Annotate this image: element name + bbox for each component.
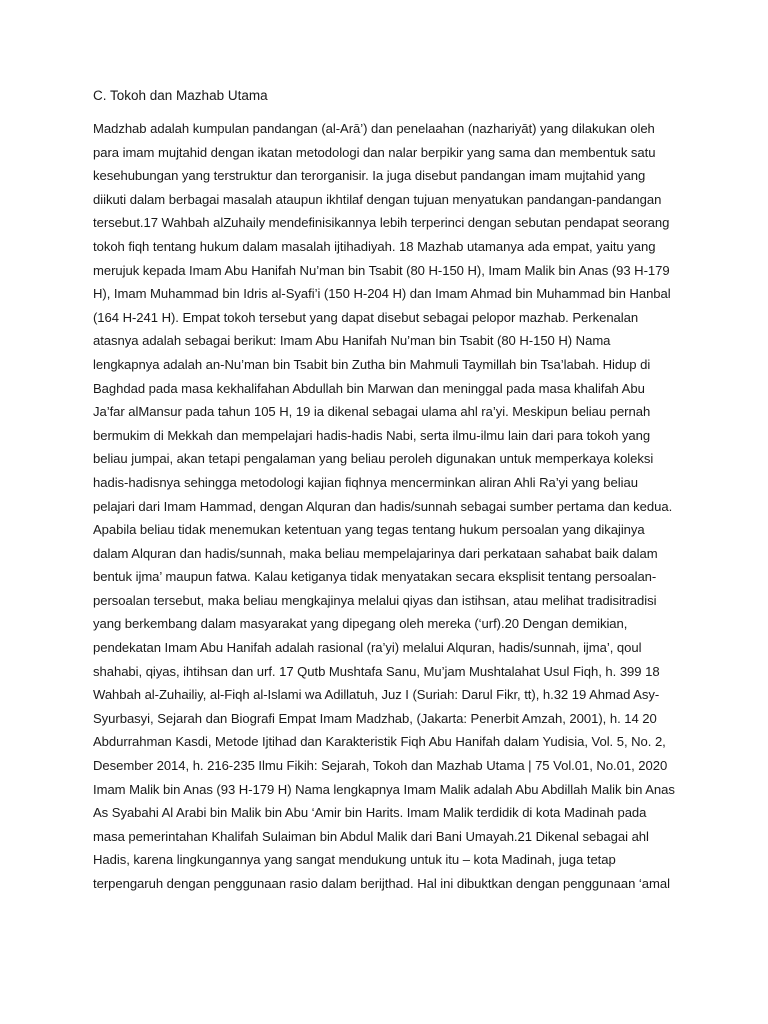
text-line: hadis-hadisnya sehingga metodologi kajian fiqhnya mencerminkan aliran Ahli Ra’yi yang beliau: [93, 474, 638, 490]
text-line: pendekatan Imam Abu Hanifah adalah rasional (ra’yi) melalui Alquran, hadis/sunnah, ijma’, qoul: [93, 640, 642, 656]
text-line: persoalan tersebut, maka beliau mengkajinya melalui qiyas dan istihsan, atau melihat tradisitradisi: [93, 592, 657, 608]
text-line: atasnya adalah sebagai berikut: Imam Abu Hanifah Nu’man bin Tsabit (80 H-150 H) Nama: [93, 333, 611, 349]
text-line: (164 H-241 H). Empat tokoh tersebut yang dapat disebut sebagai pelopor mazhab. Perkenalan: [93, 309, 639, 325]
text-line: bentuk ijma’ maupun fatwa. Kalau ketiganya tidak menyatakan secara eksplisit tentang persoalan-: [93, 569, 657, 585]
text-line: Baghdad pada masa kekhalifahan Abdullah bin Marwan dan meninggal pada masa khalifah Abu: [93, 380, 645, 396]
text-line: kesehubungan yang terstruktur dan terorganisir. Ia juga disebut pandangan imam mujtahid yang: [93, 168, 646, 184]
text-line: As Syabahi Al Arabi bin Malik bin Abu ‘Amir bin Harits. Imam Malik terdidik di kota Madinah pada: [93, 805, 647, 821]
text-line: Hadis, karena lingkungannya yang sangat mendukung untuk itu – kota Madinah, juga tetap: [93, 852, 616, 868]
text-line: tersebut.17 Wahbah alZuhaily mendefinisikannya lebih terperinci dengan sebutan pendapat seorang: [93, 215, 670, 231]
text-line: Syurbasyi, Sejarah dan Biografi Empat Imam Madzhab, (Jakarta: Penerbit Amzah, 2001), h. 14 20: [93, 710, 657, 726]
text-line: dalam Alquran dan hadis/sunnah, maka beliau mempelajarinya dari perkataan sahabat baik dalam: [93, 545, 658, 561]
text-line: merujuk kepada Imam Abu Hanifah Nu’man bin Tsabit (80 H-150 H), Imam Malik bin Anas (93 H-179: [93, 262, 670, 278]
text-line: diikuti dalam berbagai masalah ataupun ikhtilaf dengan tujuan menyatukan pandangan-pandangan: [93, 191, 662, 207]
text-line: Ja’far alMansur pada tahun 105 H, 19 ia dikenal sebagai ulama ahl ra’yi. Meskipun beliau pernah: [93, 404, 651, 420]
text-line: Imam Malik bin Anas (93 H-179 H) Nama lengkapnya Imam Malik adalah Abu Abdillah Malik bin Anas: [93, 781, 675, 797]
body-paragraph: [93, 117, 693, 896]
text-line: shahabi, qiyas, ihtihsan dan urf. 17 Qutb Mushtafa Sanu, Mu’jam Mushtalahat Usul Fiqh, h. 399 18: [93, 663, 660, 679]
text-line: Madzhab adalah kumpulan pandangan (al-Arā’) dan penelaahan (nazhariyāt) yang dilakukan oleh: [93, 121, 655, 136]
text-line: bermukim di Mekkah dan mempelajari hadis-hadis Nabi, serta ilmu-ilmu lain dari para tokoh yang: [93, 427, 651, 443]
text-line: para imam mujtahid dengan ikatan metodologi dan nalar berpikir yang sama dan membentuk satu: [93, 144, 656, 160]
text-line: Wahbah al-Zuhailiy, al-Fiqh al-Islami wa Adillatuh, Juz I (Suriah: Darul Fikr, tt), h.32 19 Ahmad Asy-: [93, 687, 660, 703]
text-line: tokoh fiqh tentang hukum dalam masalah ijtihadiyah. 18 Mazhab utamanya ada empat, yaitu yang: [93, 238, 656, 254]
text-line: terpengaruh dengan penggunaan rasio dalam berijthad. Hal ini dibuktkan dengan penggunaan ‘amal: [93, 876, 670, 891]
text-line: masa pemerintahan Khalifah Sulaiman bin Abdul Malik dari Bani Umayah.21 Dikenal sebagai ahl: [93, 828, 649, 844]
text-line: Desember 2014, h. 216-235 Ilmu Fikih: Sejarah, Tokoh dan Mazhab Utama | 75 Vol.01, No.01, 2020: [93, 758, 668, 774]
text-line: yang berkembang dalam masyarakat yang dipegang oleh mereka (‘urf).20 Dengan demikian,: [93, 616, 628, 632]
text-line: pelajari dari Imam Hammad, dengan Alquran dan hadis/sunnah sebagai sumber pertama dan kedua.: [93, 498, 673, 514]
section-heading: C. Tokoh dan Mazhab Utama: [93, 88, 268, 103]
text-line: beliau jumpai, akan tetapi pengalaman yang beliau peroleh digunakan untuk memperkaya koleksi: [93, 451, 654, 467]
text-line: Apabila beliau tidak menemukan ketentuan yang tegas tentang hukum persoalan yang dikajinya: [93, 522, 645, 538]
text-line: lengkapnya adalah an-Nu’man bin Tsabit bin Zutha bin Mahmuli Taymillah bin Tsa’labah. Hidup di: [93, 356, 651, 372]
text-line: H), Imam Muhammad bin Idris al-Syafi’i (150 H-204 H) dan Imam Ahmad bin Muhammad bin Hanbal: [93, 286, 671, 302]
text-line: Abdurrahman Kasdi, Metode Ijtihad dan Karakteristik Fiqh Abu Hanifah dalam Yudisia, Vol. 5, No. 2,: [93, 734, 666, 750]
